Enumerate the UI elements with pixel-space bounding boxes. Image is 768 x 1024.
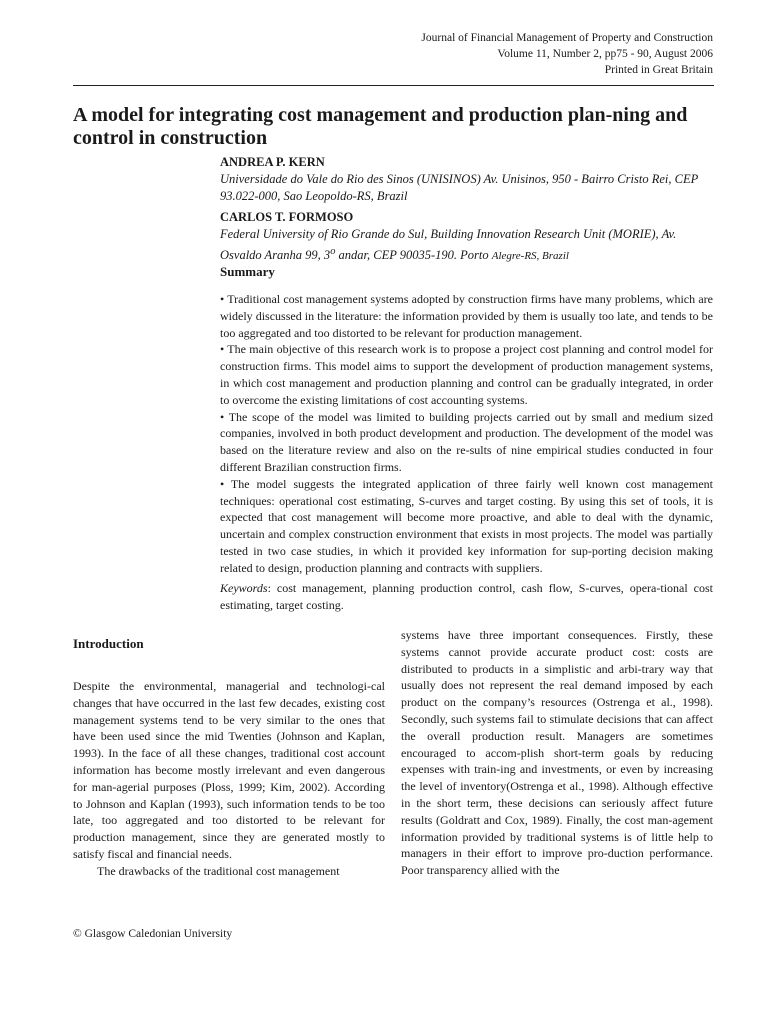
- affiliation-2-tail: Alegre-RS, Brazil: [491, 250, 569, 263]
- author-name-1: ANDREA P. KERN: [220, 155, 325, 169]
- author-affiliation-2: [220, 226, 720, 265]
- author-name-2: CARLOS T. FORMOSO: [220, 210, 354, 224]
- summary-heading: Summary: [220, 264, 275, 279]
- author-affiliation-1: Universidade do Vale do Rio des Sinos (UNISINOS) Av. Unisinos, 950 - Bairro Cristo Rei, CEP 93.022-000, Sao Leopoldo-RS, Brazil: [220, 172, 698, 203]
- summary-body: [220, 291, 713, 577]
- intro-paragraph-3: systems have three important consequences. Firstly, these systems cannot provide accurate product cost: costs are distributed to products in a simplistic and arbi-trary way that usually does not represent the real demand imposed by each product on the company’s resources (Ostrenga et al., 1998). Secondly, such systems fail to stimulate decisions that can affect the overall production result. Managers are sometimes encouraged to accom-plish short-term goals by reducing expenses with train-ing and investments, or even by increasing the level of inventory(Ostrenga et al., 1998). Although effective in the short term, these decisions can seriously affect future results (Goldratt and Cox, 1989). Finally, the cost man-agement information provided by traditional systems is of little help to managers in their effort to improve pro-duction performance. Poor transparency allied with the: [401, 628, 713, 878]
- keywords: [220, 580, 713, 614]
- keywords-label: Keywords: [220, 581, 268, 595]
- intro-paragraph-2: The drawbacks of the traditional cost management: [97, 863, 340, 878]
- printed-in: Printed in Great Britain: [604, 64, 713, 76]
- affiliation-2-main: Federal University of Rio Grande do Sul, Building Innovation Research Unit (MORIE), Av. Osvaldo Aranha 99, 3: [220, 227, 677, 263]
- paper-title: A model for integrating cost management and production plan-ning and control in construction: [73, 104, 688, 149]
- summary-paragraph-2: • The main objective of this research work is to propose a project cost planning and control model for construction firms. This model aims to support the development of production management systems, in which cost management and production planning and control can be gradually integrated, in order to overcome the existing limitations of cost accounting systems.: [220, 342, 713, 407]
- summary-paragraph-1: • Traditional cost management systems adopted by construction firms have many problems, which are widely discussed in the literature: the information provided by them is usually too late, and tends to be too aggregated and too distorted to be relevant for production management.: [220, 292, 713, 340]
- introduction-heading: Introduction: [73, 636, 144, 651]
- keywords-text: : cost management, planning production control, cash flow, S-curves, opera-tional cost estimating, target costing.: [220, 581, 713, 612]
- left-column: [73, 678, 385, 880]
- affiliation-2-superscript: o: [330, 246, 336, 257]
- summary-paragraph-3: • The scope of the model was limited to building projects carried out by small and medium sized companies, involved in both product development and production. The development of the model was based on the literature review and also on the re-sults of nine empirical studies conducted in four different Brazilian construction firms.: [220, 409, 713, 474]
- intro-paragraph-1: Despite the environmental, managerial and technologi-cal changes that have occurred in the last few decades, existing cost management systems tend to be very similar to the ones that have been used since the mid Twenties (Johnson and Kaplan, 1993). In the face of all these changes, traditional cost account information has become mostly irrelevant and even dangerous for man-agerial purposes (Ploss, 1999; Kim, 2002). According to Johnson and Kaplan (1993), such information tends to be too late, too aggregated and too distorted to be relevant for production management, since they are generated mostly to satisfy fiscal and financial needs.: [73, 679, 385, 861]
- journal-name: Journal of Financial Management of Property and Construction: [421, 32, 713, 44]
- right-column: [401, 627, 713, 879]
- summary-paragraph-4: • The model suggests the integrated application of three fairly well known cost management techniques: operational cost estimating, S-curves and target costing. By using this set of tools, it is expected that cost management will become more proactive, and able to deal with the dynamic, uncertain and complex construction environment that exists in most projects. The model was partially tested in two case studies, in which it provided key information for sup-porting decision making related to design, production planning and contracts with suppliers.: [220, 476, 713, 575]
- journal-volume: Volume 11, Number 2, pp75 - 90, August 2006: [497, 48, 713, 60]
- journal-header: [421, 30, 713, 78]
- affiliation-2-rest: andar, CEP 90035-190. Porto: [335, 248, 492, 263]
- author-block: [220, 154, 720, 265]
- header-divider: [73, 85, 714, 86]
- copyright-footer: © Glasgow Caledonian University: [73, 928, 233, 940]
